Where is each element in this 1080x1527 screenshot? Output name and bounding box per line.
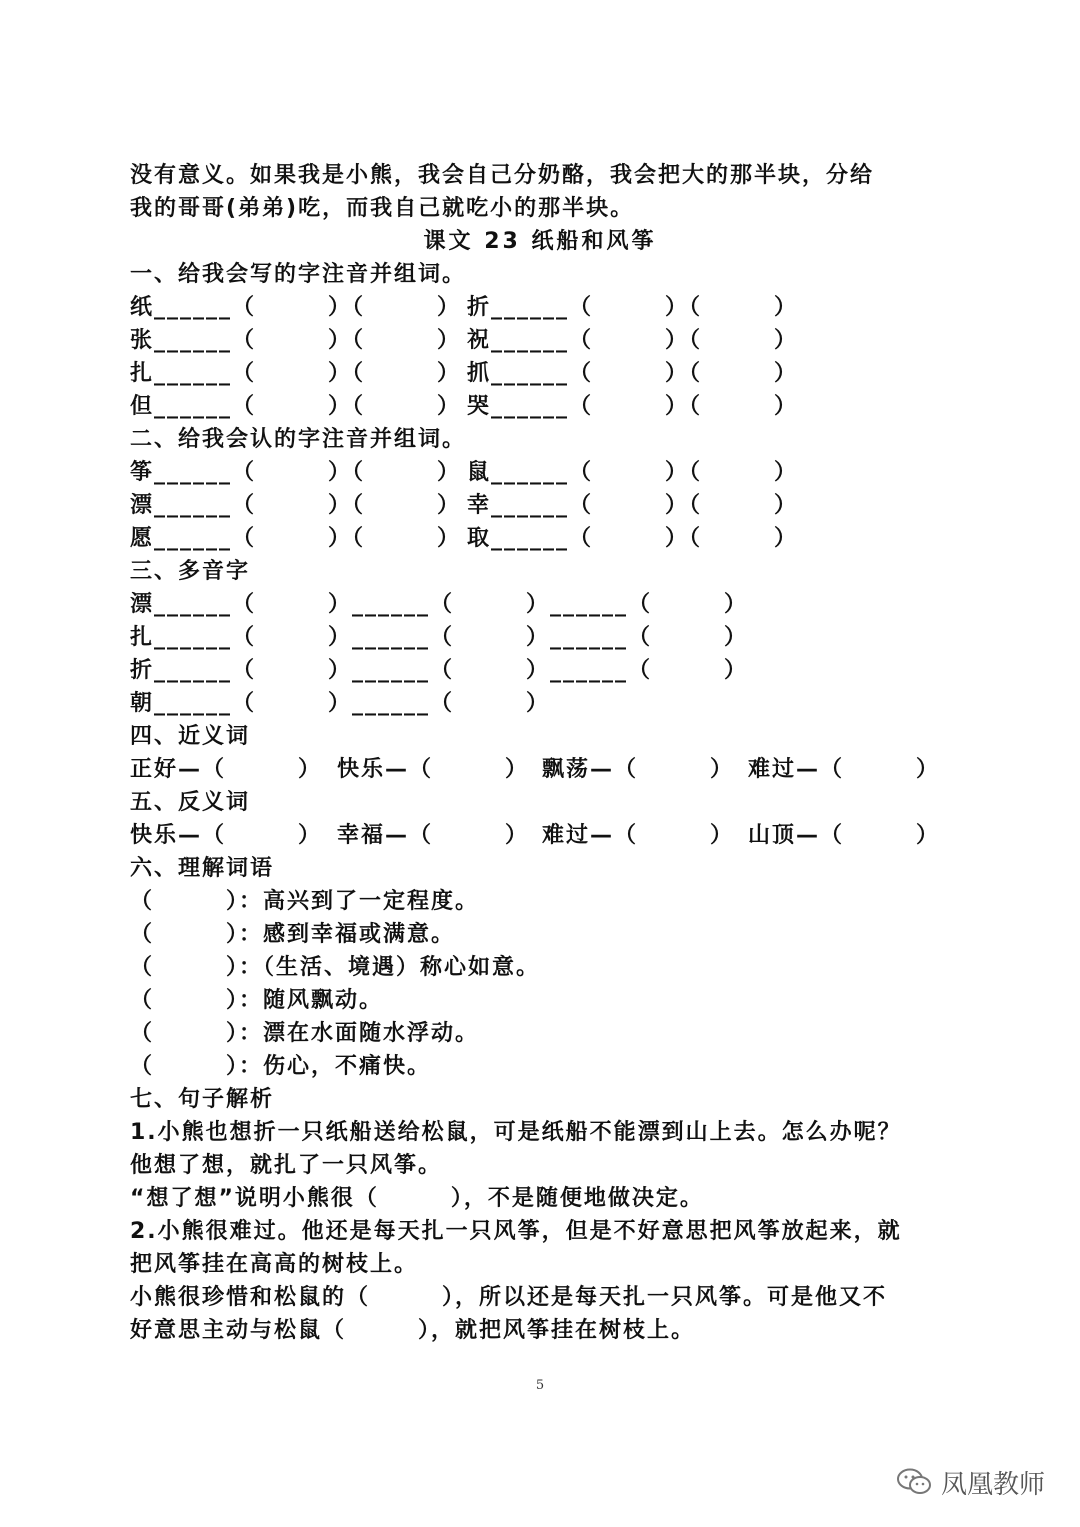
- s3-row: 扎______（ ）______（ ）______（ ）: [130, 625, 749, 650]
- synonym-item: 难过—（ ）: [748, 757, 941, 782]
- section-heading-6: 六、理解词语: [130, 856, 275, 881]
- s2-row-right: 取______（ ）（ ）: [467, 526, 799, 551]
- s2-row-left: 筝______（ ）（ ）: [130, 460, 462, 485]
- definition-row: （ ）：（生活、境遇）称心如意。: [130, 955, 541, 980]
- q1-line-1: 1.小熊也想折一只纸船送给松鼠，可是纸船不能漂到山上去。怎么办呢？: [130, 1120, 902, 1145]
- watermark: [895, 1462, 1045, 1502]
- s2-row: [130, 457, 799, 489]
- definition-row: （ ）：随风飘动。: [130, 988, 384, 1013]
- antonym-item: 幸福—（ ）: [337, 823, 530, 848]
- s2-row-left: 愿______（ ）（ ）: [130, 526, 462, 551]
- definition-row: （ ）：感到幸福或满意。: [130, 922, 456, 947]
- s3-row: 漂______（ ）______（ ）______（ ）: [130, 592, 749, 617]
- watermark-text: 凤凰教师: [941, 1469, 1046, 1500]
- lesson-title: 课文 23 纸船和风筝: [423, 229, 657, 254]
- s2-row-right: 幸______（ ）（ ）: [467, 493, 799, 518]
- s1-row: [130, 292, 799, 324]
- s1-row-left: 扎______（ ）（ ）: [130, 361, 462, 386]
- q2-line-1: 2.小熊很难过。他还是每天扎一只风筝，但是不好意思把风筝放起来，就: [130, 1219, 902, 1244]
- s1-row-right: 抓______（ ）（ ）: [467, 361, 799, 386]
- definition-row: （ ）：高兴到了一定程度。: [130, 889, 480, 914]
- s1-row: [130, 391, 799, 423]
- synonym-item: 快乐—（ ）: [337, 757, 530, 782]
- s3-row: 折______（ ）______（ ）______（ ）: [130, 658, 749, 683]
- synonym-item: 正好—（ ）: [130, 757, 323, 782]
- page-number: 5: [535, 1378, 545, 1393]
- q2-line-3: 小熊很珍惜和松鼠的（ ），所以还是每天扎一只风筝。可是他又不: [130, 1285, 888, 1310]
- s1-row-left: 纸______（ ）（ ）: [130, 295, 462, 320]
- s2-row: [130, 523, 799, 555]
- wechat-icon: [895, 1467, 933, 1497]
- s2-row-left: 漂______（ ）（ ）: [130, 493, 462, 518]
- s1-row-left: 但______（ ）（ ）: [130, 394, 462, 419]
- q2-line-2: 把风筝挂在高高的树枝上。: [130, 1252, 419, 1277]
- synonym-item: 飘荡—（ ）: [542, 757, 735, 782]
- s1-row: [130, 358, 799, 390]
- s1-row-left: 张______（ ）（ ）: [130, 328, 462, 353]
- s1-row-right: 折______（ ）（ ）: [467, 295, 799, 320]
- s1-row-right: 祝______（ ）（ ）: [467, 328, 799, 353]
- section-heading-2: 二、给我会认的字注音并组词。: [130, 427, 467, 452]
- section-heading-1: 一、给我会写的字注音并组词。: [130, 262, 467, 287]
- s2-row: [130, 490, 799, 522]
- q1-line-3: “想了想”说明小熊很（ ），不是随便地做决定。: [130, 1186, 704, 1211]
- intro-line-1: 没有意义。如果我是小熊，我会自己分奶酪，我会把大的那半块，分给: [130, 163, 875, 188]
- s3-row: 朝______（ ）______（ ）: [130, 691, 551, 716]
- section-heading-5: 五、反义词: [130, 790, 251, 815]
- s2-row-right: 鼠______（ ）（ ）: [467, 460, 799, 485]
- s1-row-right: 哭______（ ）（ ）: [467, 394, 799, 419]
- section-heading-7: 七、句子解析: [130, 1087, 275, 1112]
- antonym-item: 山顶—（ ）: [748, 823, 941, 848]
- s1-row: [130, 325, 799, 357]
- section-heading-3: 三、多音字: [130, 559, 251, 584]
- definition-row: （ ）：漂在水面随水浮动。: [130, 1021, 480, 1046]
- s5-row: [130, 820, 941, 852]
- antonym-item: 难过—（ ）: [542, 823, 735, 848]
- section-heading-4: 四、近义词: [130, 724, 251, 749]
- s4-row: [130, 754, 941, 786]
- antonym-item: 快乐—（ ）: [130, 823, 323, 848]
- q2-line-4: 好意思主动与松鼠（ ），就把风筝挂在树枝上。: [130, 1318, 696, 1343]
- definition-row: （ ）：伤心，不痛快。: [130, 1054, 432, 1079]
- intro-line-2: 我的哥哥(弟弟)吃，而我自己就吃小的那半块。: [130, 196, 635, 221]
- q1-line-2: 他想了想，就扎了一只风筝。: [130, 1153, 443, 1178]
